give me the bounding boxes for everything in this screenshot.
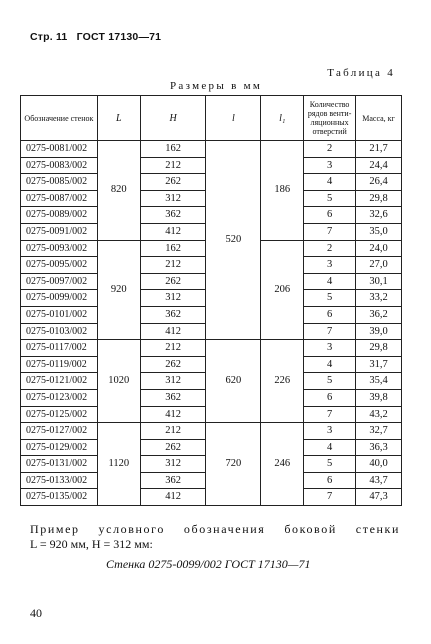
col-rows-count: Количество рядов вентиляционных отверстий — [304, 96, 356, 141]
cell-designation: 0275-0089/002 — [21, 207, 98, 224]
cell-designation: 0275-0101/002 — [21, 306, 98, 323]
cell-l1: 186 — [261, 141, 304, 241]
cell-designation: 0275-0099/002 — [21, 290, 98, 307]
cell-designation: 0275-0085/002 — [21, 174, 98, 191]
cell-rows-count: 3 — [304, 340, 356, 357]
cell-L: 1120 — [97, 423, 140, 506]
cell-mass: 29,8 — [356, 190, 402, 207]
example-line-2: L = 920 мм, H = 312 мм: — [30, 537, 153, 551]
cell-designation: 0275-0097/002 — [21, 273, 98, 290]
cell-designation: 0275-0081/002 — [21, 141, 98, 158]
cell-L: 920 — [97, 240, 140, 340]
example-text — [30, 522, 400, 552]
cell-designation: 0275-0135/002 — [21, 489, 98, 506]
cell-mass: 24,0 — [356, 240, 402, 257]
cell-H: 312 — [140, 373, 206, 390]
cell-rows-count: 6 — [304, 472, 356, 489]
cell-mass: 36,3 — [356, 439, 402, 456]
cell-designation: 0275-0121/002 — [21, 373, 98, 390]
cell-H: 412 — [140, 406, 206, 423]
table-header-row — [21, 96, 402, 141]
cell-designation: 0275-0087/002 — [21, 190, 98, 207]
table-row — [21, 340, 402, 357]
cell-rows-count: 7 — [304, 223, 356, 240]
cell-H: 362 — [140, 389, 206, 406]
cell-l: 520 — [206, 141, 261, 340]
cell-H: 362 — [140, 207, 206, 224]
cell-l1: 226 — [261, 340, 304, 423]
cell-designation: 0275-0131/002 — [21, 456, 98, 473]
col-H: H — [140, 96, 206, 141]
cell-rows-count: 7 — [304, 323, 356, 340]
cell-mass: 43,2 — [356, 406, 402, 423]
cell-rows-count: 5 — [304, 373, 356, 390]
cell-rows-count: 3 — [304, 423, 356, 440]
cell-mass: 47,3 — [356, 489, 402, 506]
cell-H: 312 — [140, 290, 206, 307]
cell-H: 362 — [140, 306, 206, 323]
cell-mass: 21,7 — [356, 141, 402, 158]
cell-H: 262 — [140, 174, 206, 191]
cell-mass: 30,1 — [356, 273, 402, 290]
cell-rows-count: 5 — [304, 456, 356, 473]
cell-l: 720 — [206, 423, 261, 506]
cell-H: 362 — [140, 472, 206, 489]
cell-rows-count: 7 — [304, 406, 356, 423]
cell-mass: 27,0 — [356, 257, 402, 274]
table-row — [21, 423, 402, 440]
example-word: стенки — [355, 522, 400, 536]
page-label: Стр. 11 — [30, 31, 68, 43]
cell-H: 162 — [140, 240, 206, 257]
cell-H: 262 — [140, 439, 206, 456]
table-row — [21, 141, 402, 158]
cell-designation: 0275-0133/002 — [21, 472, 98, 489]
example-designation: Стенка 0275-0099/002 ГОСТ 17130—71 — [106, 557, 311, 571]
cell-H: 262 — [140, 273, 206, 290]
col-designation: Обозначение стенок — [21, 96, 98, 141]
cell-mass: 24,4 — [356, 157, 402, 174]
cell-H: 412 — [140, 223, 206, 240]
cell-designation: 0275-0125/002 — [21, 406, 98, 423]
cell-designation: 0275-0091/002 — [21, 223, 98, 240]
cell-rows-count: 4 — [304, 273, 356, 290]
example-word: боковой — [284, 522, 337, 536]
cell-rows-count: 6 — [304, 306, 356, 323]
cell-rows-count: 3 — [304, 157, 356, 174]
cell-rows-count: 3 — [304, 257, 356, 274]
cell-H: 212 — [140, 157, 206, 174]
cell-designation: 0275-0083/002 — [21, 157, 98, 174]
example-word: обозначения — [183, 522, 266, 536]
cell-H: 262 — [140, 356, 206, 373]
cell-mass: 39,8 — [356, 389, 402, 406]
cell-rows-count: 6 — [304, 207, 356, 224]
col-l1: l₁ — [261, 96, 304, 141]
standard-label: ГОСТ 17130—71 — [76, 31, 162, 43]
cell-rows-count: 6 — [304, 389, 356, 406]
cell-rows-count: 7 — [304, 489, 356, 506]
page-number: 40 — [30, 606, 42, 620]
cell-L: 820 — [97, 141, 140, 241]
cell-mass: 29,8 — [356, 340, 402, 357]
cell-mass: 35,4 — [356, 373, 402, 390]
cell-H: 412 — [140, 323, 206, 340]
cell-mass: 32,7 — [356, 423, 402, 440]
cell-mass: 32,6 — [356, 207, 402, 224]
cell-designation: 0275-0123/002 — [21, 389, 98, 406]
cell-designation: 0275-0129/002 — [21, 439, 98, 456]
cell-mass: 36,2 — [356, 306, 402, 323]
page-header — [30, 31, 167, 43]
cell-mass: 26,4 — [356, 174, 402, 191]
cell-rows-count: 5 — [304, 290, 356, 307]
cell-mass: 31,7 — [356, 356, 402, 373]
table-label: Таблица 4 — [327, 67, 395, 79]
cell-designation: 0275-0117/002 — [21, 340, 98, 357]
cell-H: 412 — [140, 489, 206, 506]
cell-L: 1020 — [97, 340, 140, 423]
cell-designation: 0275-0119/002 — [21, 356, 98, 373]
cell-mass: 39,0 — [356, 323, 402, 340]
cell-rows-count: 4 — [304, 174, 356, 191]
example-word: Пример — [30, 522, 80, 536]
cell-l1: 246 — [261, 423, 304, 506]
cell-designation: 0275-0095/002 — [21, 257, 98, 274]
dimensions-table — [20, 95, 402, 506]
cell-H: 212 — [140, 423, 206, 440]
col-L: L — [97, 96, 140, 141]
cell-designation: 0275-0127/002 — [21, 423, 98, 440]
cell-mass: 40,0 — [356, 456, 402, 473]
cell-l: 620 — [206, 340, 261, 423]
cell-rows-count: 5 — [304, 190, 356, 207]
cell-mass: 33,2 — [356, 290, 402, 307]
cell-l1: 206 — [261, 240, 304, 340]
example-word: условного — [98, 522, 165, 536]
cell-H: 312 — [140, 190, 206, 207]
cell-mass: 35,0 — [356, 223, 402, 240]
col-mass: Масса, кг — [356, 96, 402, 141]
cell-mass: 43,7 — [356, 472, 402, 489]
cell-designation: 0275-0093/002 — [21, 240, 98, 257]
cell-rows-count: 2 — [304, 240, 356, 257]
col-l: l — [206, 96, 261, 141]
cell-designation: 0275-0103/002 — [21, 323, 98, 340]
cell-rows-count: 2 — [304, 141, 356, 158]
size-caption: Размеры в мм — [170, 80, 263, 92]
cell-H: 162 — [140, 141, 206, 158]
cell-rows-count: 4 — [304, 439, 356, 456]
example-line-1 — [30, 522, 400, 537]
cell-H: 212 — [140, 340, 206, 357]
cell-H: 212 — [140, 257, 206, 274]
cell-H: 312 — [140, 456, 206, 473]
cell-rows-count: 4 — [304, 356, 356, 373]
